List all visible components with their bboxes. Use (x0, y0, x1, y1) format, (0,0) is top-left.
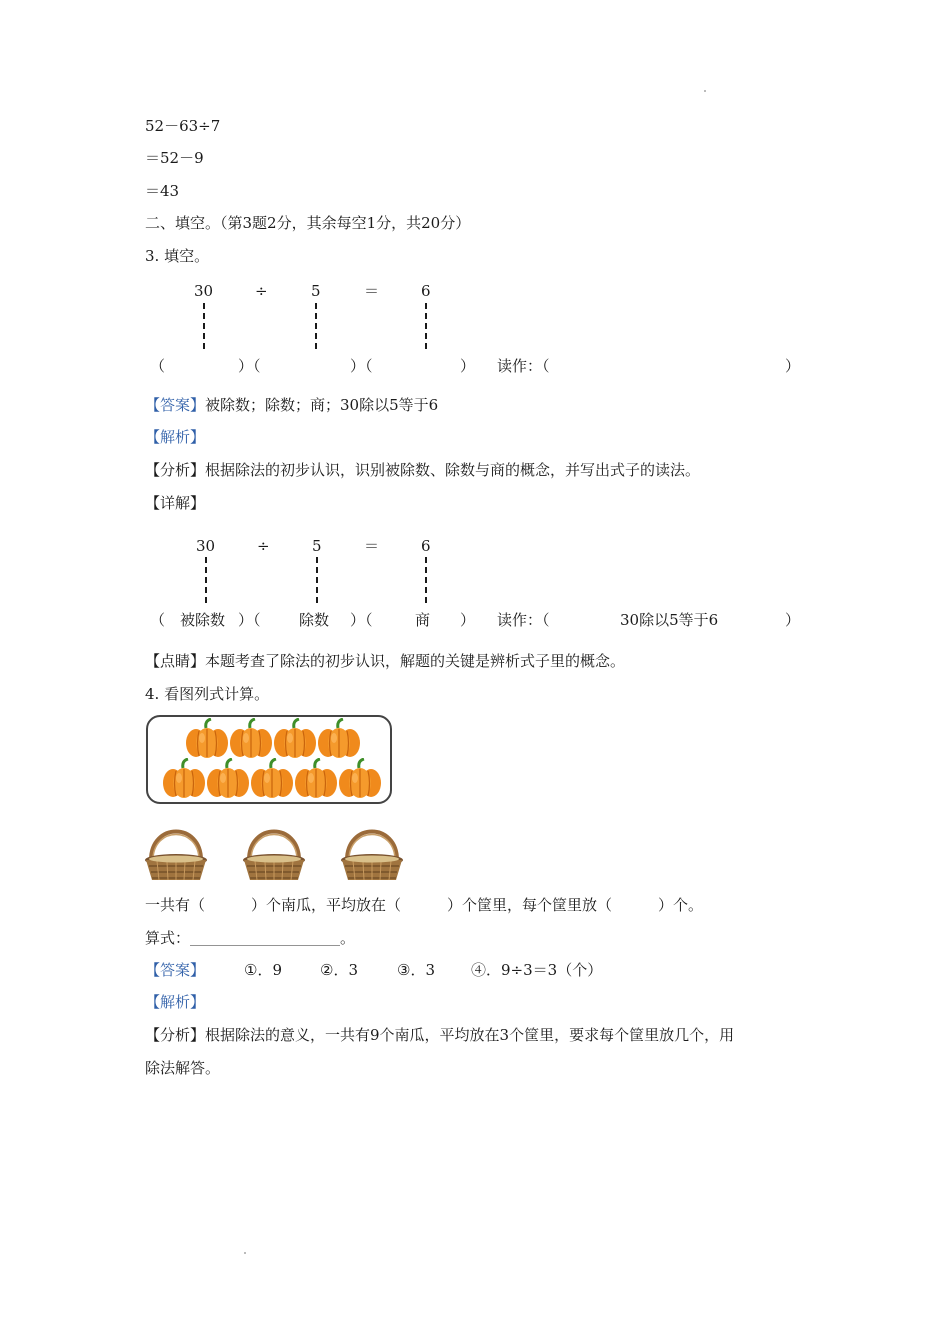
calc-line-3: ＝43 (145, 182, 180, 200)
dashed-connector (205, 557, 207, 603)
paren-open: （ (150, 611, 166, 629)
basket-icon (339, 818, 405, 884)
quotient-number: 6 (421, 282, 431, 300)
paren-close: ） (785, 357, 801, 375)
dashed-connector (425, 557, 427, 603)
filled-quotient: 商 (415, 611, 431, 629)
sentence-part: ）个筐里，每个筐里放（ (447, 896, 613, 914)
equals-sign: ＝ (364, 537, 380, 555)
basket-icon (241, 818, 307, 884)
q4-sentence (145, 896, 703, 914)
paren-close: ） (460, 357, 476, 375)
analysis-label: 【解析】 (145, 428, 206, 446)
basket-icon (143, 818, 209, 884)
answer-line (145, 396, 438, 414)
pumpkin-icon (317, 718, 361, 760)
paren-pair: ）（ (238, 357, 261, 375)
dividend-number: 30 (196, 537, 216, 555)
pumpkin-icon (185, 718, 229, 760)
paren-close: ） (785, 611, 801, 629)
sentence-part: ）个。 (658, 896, 704, 914)
dashed-connector (425, 303, 427, 349)
pumpkin-icon (250, 758, 294, 800)
pumpkin-icon (294, 758, 338, 800)
paren-pair: ）（ (350, 611, 373, 629)
divisor-number: 5 (312, 537, 322, 555)
pumpkin-icon (338, 758, 382, 800)
dividend-number: 30 (194, 282, 214, 300)
read-label: 读作：（ (497, 357, 550, 375)
q3-title: 3. 填空。 (145, 247, 210, 265)
dashed-connector (315, 303, 317, 349)
divisor-number: 5 (311, 282, 321, 300)
dianjing-line (145, 652, 625, 670)
pumpkin-icon (206, 758, 250, 800)
q4-title: 4. 看图列式计算。 (145, 685, 270, 703)
dianjing-label: 【点睛】 (145, 652, 206, 670)
dashed-connector (316, 557, 318, 603)
pumpkin-icon (229, 718, 273, 760)
equals-sign: ＝ (364, 282, 380, 300)
read-label: 读作：（ (497, 611, 550, 629)
fenxi-label: 【分析】 (145, 461, 206, 479)
filled-divisor: 除数 (299, 611, 330, 629)
section-heading: 二、填空。（第3题2分，其余每空1分，共20分） (145, 214, 471, 232)
fenxi-label: 【分析】 (145, 1026, 206, 1044)
formula-end: 。 (340, 929, 356, 947)
fenxi-text: 根据除法的初步认识，识别被除数、除数与商的概念，并写出式子的读法。 (205, 461, 701, 479)
page-dot (244, 1252, 246, 1254)
answer-item-2: ②．3 (320, 961, 358, 979)
sentence-part: 一共有（ (145, 896, 206, 914)
analysis-label: 【解析】 (145, 993, 206, 1011)
fenxi-line (145, 461, 700, 479)
dianjing-text: 本题考查了除法的初步认识，解题的关键是辨析式子里的概念。 (205, 652, 626, 670)
page-dot (704, 90, 706, 92)
answer-item-1: ①．9 (244, 961, 282, 979)
answer-item-4: ④．9÷3＝3（个） (471, 961, 603, 979)
fenxi-text: 根据除法的意义，一共有9个南瓜，平均放在3个筐里，要求每个筐里放几个，用 (205, 1026, 735, 1044)
answer-label: 【答案】 (145, 396, 206, 414)
formula-label: 算式： (145, 929, 191, 947)
answer-text: 被除数；除数；商；30除以5等于6 (205, 396, 439, 414)
quotient-number: 6 (421, 537, 431, 555)
divide-sign: ÷ (257, 537, 270, 555)
formula-line (145, 929, 355, 947)
paren-close: ） (460, 611, 476, 629)
calc-line-2: ＝52－9 (145, 149, 204, 167)
answer-item-3: ③．3 (397, 961, 435, 979)
answer-label: 【答案】 (145, 961, 206, 979)
paren-pair: ）（ (350, 357, 373, 375)
fenxi-line-2: 除法解答。 (145, 1059, 221, 1077)
fenxi-line (145, 1026, 734, 1044)
dashed-connector (203, 303, 205, 349)
sentence-part: ）个南瓜，平均放在（ (251, 896, 402, 914)
filled-reading: 30除以5等于6 (620, 611, 719, 629)
calc-line-1: 52－63÷7 (145, 117, 221, 135)
paren-open: （ (150, 357, 166, 375)
paren-pair: ）（ (238, 611, 261, 629)
detail-label: 【详解】 (145, 494, 206, 512)
filled-dividend: 被除数 (180, 611, 226, 629)
divide-sign: ÷ (255, 282, 268, 300)
pumpkin-icon (273, 718, 317, 760)
formula-blank: _________________________ (190, 932, 341, 946)
pumpkin-icon (162, 758, 206, 800)
